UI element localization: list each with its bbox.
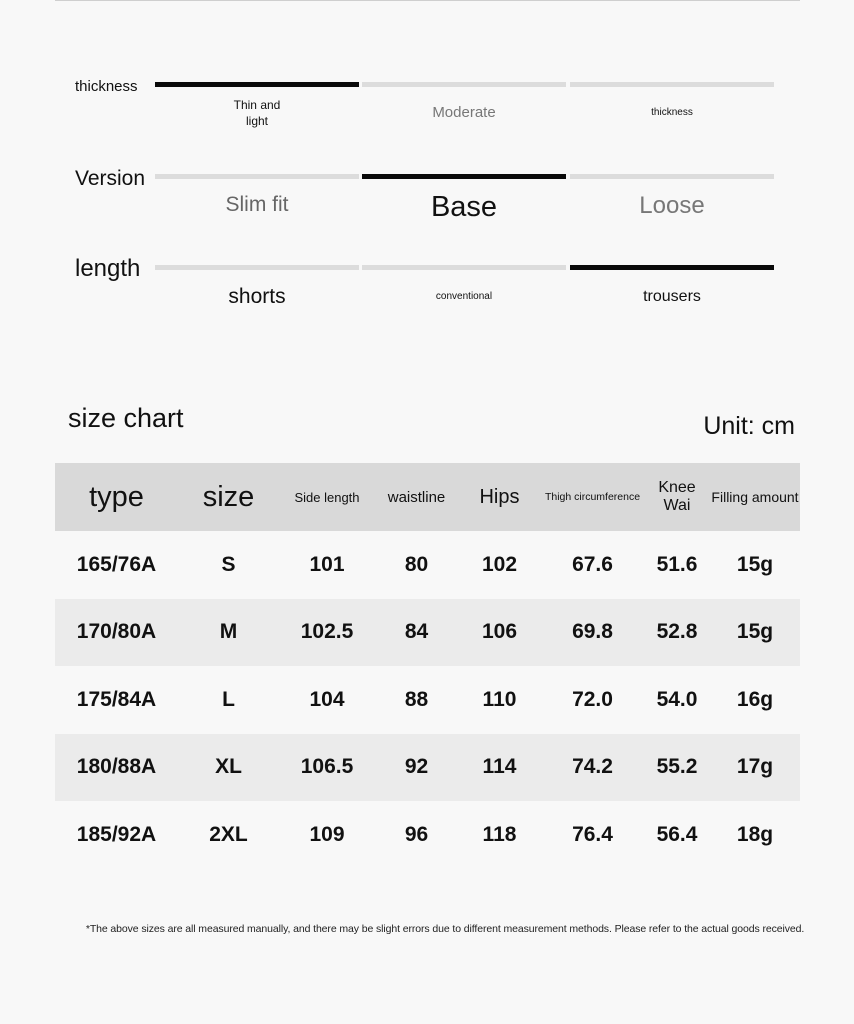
cell-knee: 56.4 (656, 822, 698, 846)
length-option-shorts: shorts (228, 285, 286, 308)
cell-hips: 102 (481, 552, 518, 576)
table-header-row (55, 463, 800, 531)
cell-size: L (222, 687, 235, 711)
cell-hips: 118 (482, 822, 517, 846)
cell-waistline: 84 (404, 620, 429, 644)
cell-thigh: 76.4 (572, 822, 613, 846)
version-bar-slim (155, 174, 359, 179)
cell-knee: 51.6 (656, 552, 698, 576)
thickness-label: thickness (75, 78, 138, 95)
cell-type: 185/92A (76, 822, 157, 846)
cell-thigh: 67.6 (572, 552, 613, 576)
table-row (55, 531, 800, 599)
table-row (55, 666, 800, 734)
cell-waistline: 96 (404, 822, 429, 846)
top-divider (55, 0, 800, 1)
length-option-trousers: trousers (643, 288, 701, 305)
cell-thigh: 69.8 (572, 620, 613, 644)
header-knee-wai: Knee Wai (658, 479, 696, 514)
size-table (55, 463, 800, 869)
thickness-bar-thin (155, 82, 359, 87)
version-option-loose: Loose (639, 192, 705, 219)
length-bar-trousers (570, 265, 774, 270)
table-row (55, 599, 800, 667)
cell-thigh: 74.2 (572, 755, 613, 779)
version-bar-base (362, 174, 566, 179)
footnote-text: *The above sizes are all measured manually, and there may be slight errors due to different measurement methods. Please refer to the actual goods received. (85, 923, 805, 935)
header-size: size (202, 480, 255, 513)
thickness-bar-moderate (362, 82, 566, 87)
table-row (55, 801, 800, 869)
size-chart-title: size chart (68, 403, 184, 433)
cell-waistline: 88 (404, 687, 429, 711)
unit-label: Unit: cm (703, 412, 795, 440)
header-thigh-circumference: Thigh circumference (544, 491, 641, 503)
length-bar-conventional (362, 265, 566, 270)
header-hips: Hips (479, 485, 520, 508)
cell-type: 170/80A (76, 620, 157, 644)
cell-type: 165/76A (76, 552, 157, 576)
cell-size: S (221, 552, 236, 576)
cell-knee: 52.8 (656, 620, 698, 644)
cell-size: XL (215, 755, 242, 779)
cell-side-length: 102.5 (300, 620, 354, 644)
cell-side-length: 106.5 (300, 755, 354, 779)
thickness-option-thickness: thickness (651, 107, 693, 118)
cell-side-length: 109 (309, 822, 345, 846)
thickness-bar-thick (570, 82, 774, 87)
cell-knee: 55.2 (656, 755, 698, 779)
cell-waistline: 92 (404, 755, 429, 779)
cell-hips: 110 (482, 687, 517, 711)
cell-knee: 54.0 (656, 687, 698, 711)
cell-side-length: 101 (309, 552, 345, 576)
cell-type: 180/88A (76, 755, 157, 779)
length-label: length (75, 255, 141, 282)
cell-waistline: 80 (404, 552, 429, 576)
cell-filling: 16g (736, 687, 774, 711)
length-option-conventional: conventional (435, 291, 493, 302)
header-type: type (89, 480, 144, 513)
thickness-option-thin: Thin and light (233, 98, 281, 128)
cell-filling: 18g (736, 822, 774, 846)
header-waistline: waistline (387, 488, 446, 506)
table-row (55, 734, 800, 802)
version-option-base: Base (430, 191, 498, 223)
cell-filling: 17g (736, 755, 774, 779)
version-bar-loose (570, 174, 774, 179)
version-option-slim: Slim fit (225, 193, 289, 216)
cell-type: 175/84A (76, 687, 157, 711)
cell-size: M (219, 620, 238, 644)
header-side-length: Side length (294, 489, 360, 505)
version-label: Version (75, 167, 146, 190)
cell-filling: 15g (736, 552, 774, 576)
cell-hips: 106 (481, 620, 518, 644)
footnote (0, 923, 854, 935)
cell-size: 2XL (209, 822, 248, 846)
cell-hips: 114 (482, 755, 517, 779)
cell-side-length: 104 (309, 687, 345, 711)
thickness-option-moderate: Moderate (432, 104, 496, 121)
length-bar-shorts (155, 265, 359, 270)
cell-thigh: 72.0 (572, 687, 613, 711)
header-filling-amount: Filling amount (711, 489, 799, 505)
cell-filling: 15g (736, 620, 774, 644)
